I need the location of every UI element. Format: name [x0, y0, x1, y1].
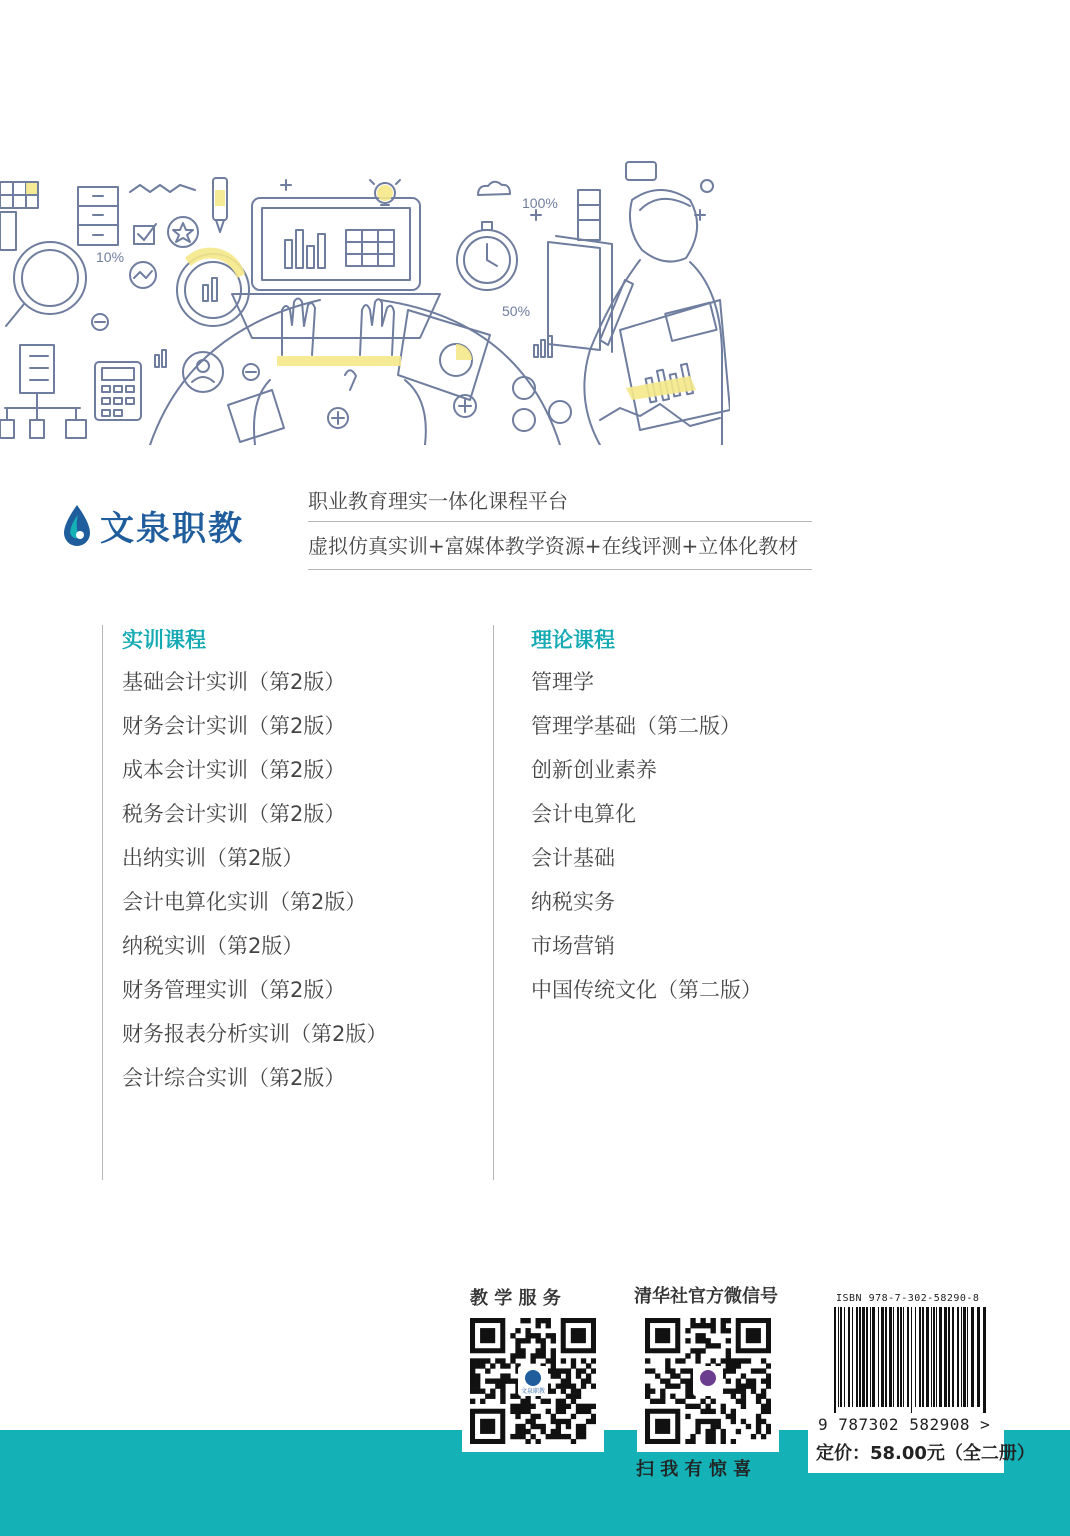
list-item: 会计基础: [531, 846, 615, 870]
teaching-qr-card[interactable]: [462, 1310, 604, 1452]
list-item: 纳税实务: [531, 890, 615, 914]
feature-tagline: 虚拟仿真实训+富媒体教学资源+在线评测+立体化教材: [308, 534, 799, 558]
barcode-icon: [834, 1307, 994, 1413]
scan-caption: 扫 我 有 惊 喜: [636, 1459, 752, 1480]
column-divider-middle: [493, 625, 494, 1180]
platform-tagline: 职业教育理实一体化课程平台: [308, 489, 568, 513]
theory-courses-column: [531, 624, 762, 1020]
list-item: 税务会计实训（第2版）: [122, 802, 346, 826]
list-item: 财务报表分析实训（第2版）: [122, 1022, 388, 1046]
list-item: 出纳实训（第2版）: [122, 846, 304, 870]
practical-courses-title: 实训课程: [122, 628, 206, 652]
teaching-qr-code[interactable]: [470, 1318, 596, 1444]
list-item: 会计电算化: [531, 802, 636, 826]
isbn-barcode-card: [808, 1287, 1035, 1473]
column-divider-left: [102, 625, 103, 1180]
water-drop-icon: [60, 503, 94, 547]
theory-courses-title: 理论课程: [531, 628, 615, 652]
price-label: 定价：58.00元（全二册）: [816, 1443, 1035, 1464]
list-item: 创新创业素养: [531, 758, 657, 782]
tagline-divider: [308, 521, 812, 522]
official-qr-card[interactable]: [637, 1310, 779, 1452]
practical-course-list: [122, 668, 387, 1108]
isbn-digits: 9 787302 582908 >: [818, 1415, 991, 1434]
qr-logo-text: 文泉职教: [520, 1388, 546, 1395]
list-item: 会计综合实训（第2版）: [122, 1066, 346, 1090]
tagline-divider-bottom: [308, 569, 812, 570]
practical-courses-column: [122, 624, 387, 1108]
list-item: 纳税实训（第2版）: [122, 934, 304, 958]
brand-name: 文泉职教: [100, 508, 244, 549]
theory-course-list: [531, 668, 762, 1020]
percent-label-c: 50%: [502, 303, 531, 319]
percent-label-a: 10%: [96, 249, 125, 265]
list-item: 中国传统文化（第二版）: [531, 978, 762, 1002]
teaching-service-title: 教 学 服 务: [470, 1288, 561, 1309]
official-qr-code[interactable]: [645, 1318, 771, 1444]
official-wechat-title: 清华社官方微信号: [634, 1286, 778, 1307]
list-item: 成本会计实训（第2版）: [122, 758, 346, 782]
list-item: 会计电算化实训（第2版）: [122, 890, 367, 914]
brand-logo: [60, 500, 244, 550]
percent-label-b: 100%: [522, 195, 558, 211]
list-item: 财务会计实训（第2版）: [122, 714, 346, 738]
list-item: 财务管理实训（第2版）: [122, 978, 346, 1002]
accounting-illustration: [0, 150, 730, 445]
list-item: 市场营销: [531, 934, 615, 958]
list-item: 基础会计实训（第2版）: [122, 670, 346, 694]
isbn-label: ISBN 978-7-302-58290-8: [836, 1293, 980, 1304]
list-item: 管理学基础（第二版）: [531, 714, 741, 738]
list-item: 管理学: [531, 670, 594, 694]
